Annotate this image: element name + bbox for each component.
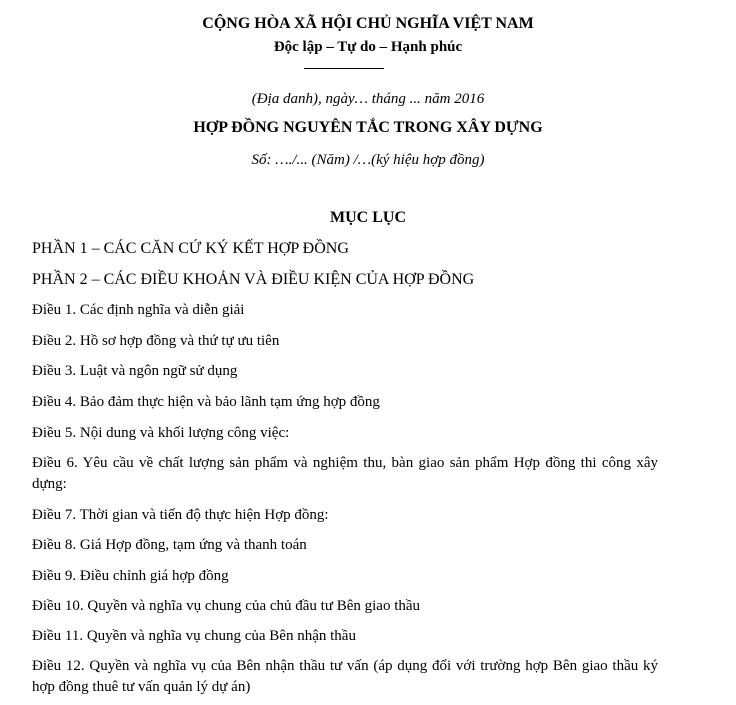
toc-article-1: Điều 1. Các định nghĩa và diễn giải [32, 302, 245, 318]
toc-article-8: Điều 8. Giá Hợp đồng, tạm ứng và thanh toán [32, 537, 307, 553]
toc-part-2: PHẦN 2 – CÁC ĐIỀU KHOẢN VÀ ĐIỀU KIỆN CỦA HỢP ĐỒNG [32, 271, 475, 288]
toc-article-3: Điều 3. Luật và ngôn ngữ sử dụng [32, 363, 238, 379]
toc-article-6: Điều 6. Yêu cầu về chất lượng sản phẩm và nghiệm thu, bàn giao sản phẩm Hợp đồng thi công xây dựng: [32, 455, 658, 492]
toc-article-4: Điều 4. Bảo đảm thực hiện và bảo lãnh tạm ứng hợp đồng [32, 394, 380, 410]
toc-article-12: Điều 12. Quyền và nghĩa vụ của Bên nhận thầu tư vấn (áp dụng đối với trường hợp Bên giao thầu ký hợp đồng thuê tư vấn quản lý dự án) [32, 658, 658, 695]
toc-heading: MỤC LỤC [330, 209, 406, 226]
nation-header: CỘNG HÒA XÃ HỘI CHỦ NGHĨA VIỆT NAM [202, 15, 534, 32]
contract-title: HỢP ĐỒNG NGUYÊN TẮC TRONG XÂY DỰNG [193, 119, 543, 136]
national-motto: Độc lập – Tự do – Hạnh phúc [273, 39, 463, 55]
header-divider [304, 68, 384, 69]
toc-article-5: Điều 5. Nội dung và khối lượng công việc: [32, 425, 290, 441]
toc-article-2: Điều 2. Hồ sơ hợp đồng và thứ tự ưu tiên [32, 333, 280, 349]
place-date-line: (Địa danh), ngày… tháng ... năm 2016 [251, 91, 485, 107]
toc-article-10: Điều 10. Quyền và nghĩa vụ chung của chủ đầu tư Bên giao thầu [32, 598, 421, 614]
toc-part-1: PHẦN 1 – CÁC CĂN CỨ KÝ KẾT HỢP ĐỒNG [32, 240, 349, 257]
toc-article-9: Điều 9. Điều chỉnh giá hợp đồng [32, 568, 229, 584]
toc-article-11: Điều 11. Quyền và nghĩa vụ chung của Bên nhận thầu [32, 628, 356, 644]
contract-number: Số: …./... (Năm) /…(ký hiệu hợp đồng) [251, 152, 485, 168]
toc-article-7: Điều 7. Thời gian và tiến độ thực hiện Hợp đồng: [32, 507, 329, 523]
